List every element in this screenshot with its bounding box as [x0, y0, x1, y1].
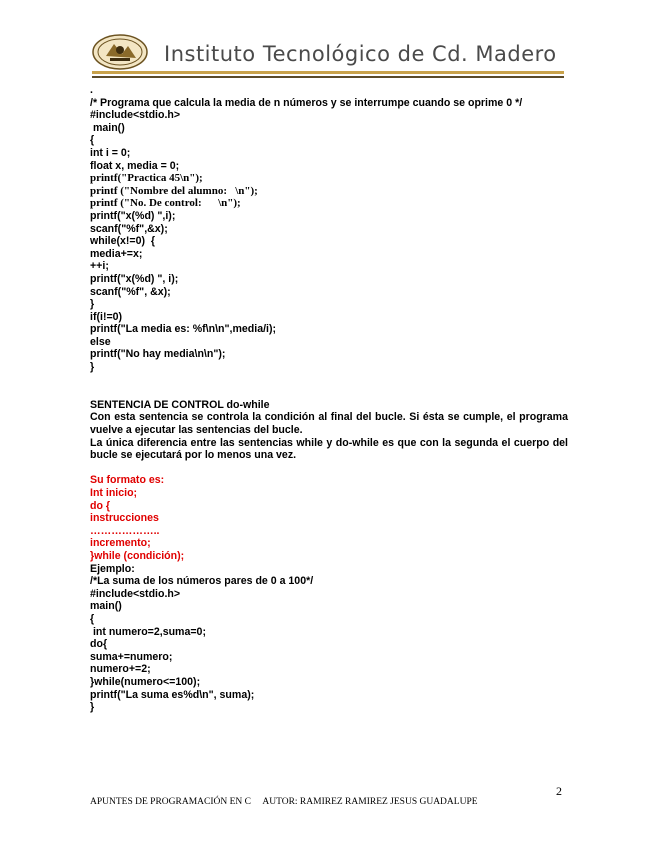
code-line: while(x!=0) {: [90, 235, 156, 248]
code-line: }: [90, 298, 95, 311]
code-line: printf ("Nombre del alumno: \n");: [90, 184, 258, 197]
institute-emblem-icon: [92, 34, 148, 70]
code-line: printf("No hay media\n\n");: [90, 348, 226, 361]
page-number: 2: [556, 784, 562, 798]
footer-course: APUNTES DE PROGRAMACIÓN EN C: [90, 797, 251, 807]
code-line: }: [90, 361, 95, 374]
code-line: main(): [90, 121, 125, 134]
institute-title: Instituto Tecnológico de Cd. Madero: [164, 42, 557, 66]
code-line: ++i;: [90, 260, 109, 273]
format-line: incremento;: [90, 537, 151, 550]
code-line: {: [90, 612, 95, 625]
header-rule: [92, 71, 564, 74]
footer-author: AUTOR: RAMIREZ RAMIREZ JESUS GUADALUPE: [262, 797, 478, 807]
section-paragraph: Con esta sentencia se controla la condición al final del bucle. Si ésta se cumple, el programa vuelve a ejecutar las sentencias del bucle.: [90, 411, 568, 437]
code-line: numero+=2;: [90, 663, 151, 676]
code-line: printf ("No. De control: \n");: [90, 197, 241, 210]
code-line: if(i!=0): [90, 310, 123, 323]
code-line: else: [90, 335, 111, 348]
format-line: ………………..: [90, 524, 160, 537]
code-line: int i = 0;: [90, 146, 131, 159]
code-comment: /* Programa que calcula la media de n números y se interrumpe cuando se oprime 0 */: [90, 96, 523, 109]
code-line: #include<stdio.h>: [90, 109, 181, 122]
page-footer: [90, 797, 478, 807]
code-line: .: [90, 84, 93, 96]
format-line: Su formato es:: [90, 474, 165, 487]
format-line: }while (condición);: [90, 549, 185, 562]
code-line: printf("x(%d) ",i);: [90, 209, 176, 222]
code-line: }while(numero<=100);: [90, 675, 201, 688]
code-line: #include<stdio.h>: [90, 587, 181, 600]
section-paragraph: La única diferencia entre las sentencias while y do-while es que con la segunda el cuerpo del bucle se ejecutará por lo menos una vez.: [90, 436, 568, 462]
code-line: float x, media = 0;: [90, 159, 180, 172]
code-line: printf("La media es: %f\n\n",media/i);: [90, 323, 277, 336]
code-line: suma+=numero;: [90, 650, 173, 663]
code-comment: /*La suma de los números pares de 0 a 100*/: [90, 575, 314, 588]
page-header: [92, 30, 564, 80]
code-line: scanf("%f", &x);: [90, 285, 171, 298]
format-block: [90, 474, 568, 562]
format-line: Int inicio;: [90, 487, 138, 499]
example-label: Ejemplo:: [90, 562, 135, 575]
section-heading: SENTENCIA DE CONTROL do-while: [90, 398, 270, 411]
code-line: }: [90, 701, 95, 714]
code-line: printf("Practica 45\n");: [90, 172, 203, 185]
code-line: media+=x;: [90, 247, 143, 260]
code-line: int numero=2,suma=0;: [90, 625, 206, 638]
code-block-example: [90, 563, 568, 714]
code-line: printf("La suma es%d\n", suma);: [90, 688, 255, 701]
code-line: do{: [90, 638, 108, 651]
do-while-section: [90, 399, 568, 462]
code-line: printf("x(%d) ", i);: [90, 272, 179, 285]
code-block-media: [90, 84, 568, 374]
format-line: instrucciones: [90, 512, 159, 525]
code-line: main(): [90, 600, 122, 613]
header-rule-dark: [92, 76, 564, 78]
format-line: do {: [90, 499, 111, 512]
code-line: {: [90, 134, 95, 147]
document-body: [90, 84, 568, 714]
code-line: scanf("%f",&x);: [90, 222, 168, 235]
